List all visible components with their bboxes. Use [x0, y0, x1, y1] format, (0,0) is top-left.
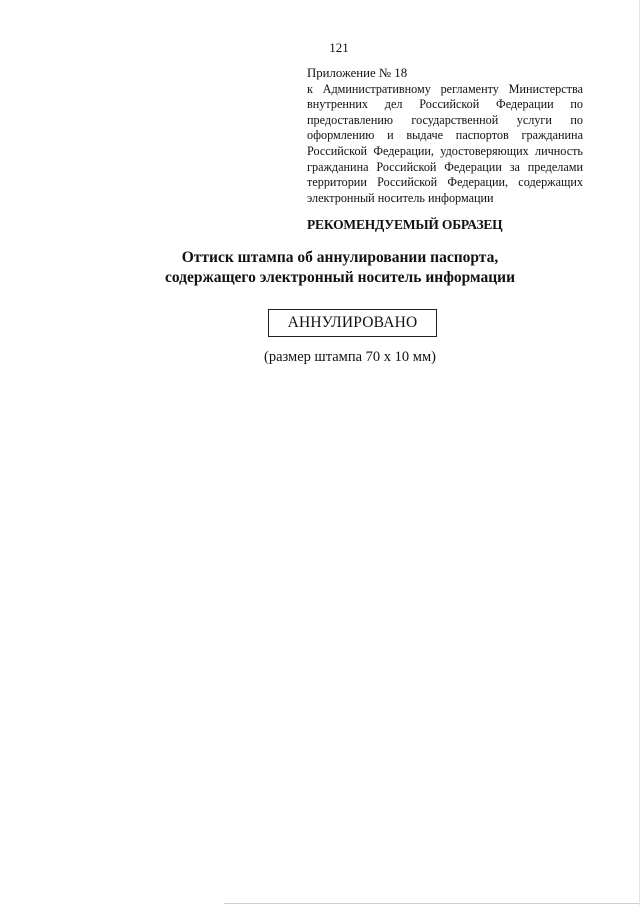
document-title	[120, 248, 560, 288]
appendix-text: к Административному регламенту Министерства внутренних дел Российской Федерации по предоставлению государственной услуги по оформлению и выдаче паспортов гражданина Российской Федерации, удостоверяющих личность гражданина Российской Федерации за пределами территории Российской Федерации, содержащих электронный носитель информации	[307, 81, 583, 205]
stamp-size-note: (размер штампа 70 x 10 мм)	[264, 349, 436, 365]
annulled-stamp-sample: АННУЛИРОВАНО	[268, 309, 437, 337]
recommended-sample-label: РЕКОМЕНДУЕМЫЙ ОБРАЗЕЦ	[307, 217, 503, 232]
appendix-number: Приложение № 18	[307, 66, 408, 80]
document-title-line-1: Оттиск штампа об аннулировании паспорта,	[181, 249, 499, 266]
scan-edge-line	[224, 903, 640, 904]
page-number: 121	[329, 40, 349, 55]
appendix-block	[307, 66, 583, 206]
document-title-line-2: содержащего электронный носитель информации	[164, 269, 516, 286]
